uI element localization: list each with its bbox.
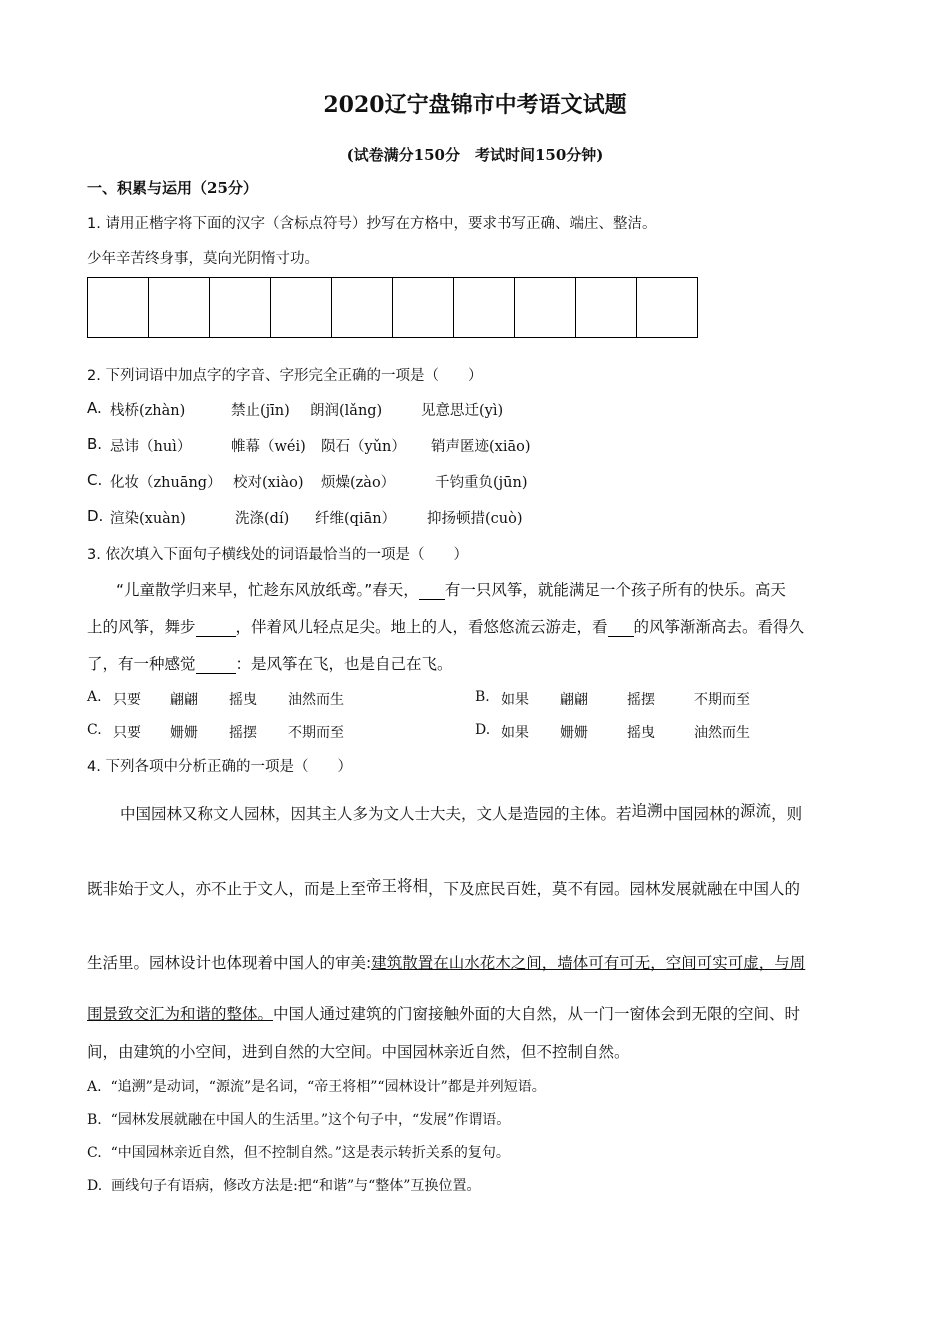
grid-cell[interactable] (149, 277, 210, 338)
choice-label: B. (475, 689, 490, 705)
passage-line (87, 951, 805, 973)
question-text: 下列各项中分析正确的一项是（ ） (105, 759, 352, 775)
option-item: 洗涤(dí) (235, 511, 290, 527)
option-item: 化妆（zhuāng） (110, 475, 222, 491)
choice-a[interactable] (87, 689, 487, 708)
grid-cell[interactable] (271, 277, 332, 338)
passage-text: 既非始于文人，亦不止于文人，而是上至 (87, 880, 367, 898)
option-label: D. (87, 1178, 103, 1194)
option-item: 栈桥(zhàn) (110, 403, 186, 419)
choice-item: 姗姗 (560, 725, 588, 741)
option-item: 帷幕（wéi) (231, 439, 306, 455)
option-item: 陨石（yǔn） (321, 439, 406, 455)
option-item: 纤维(qiān） (315, 511, 397, 527)
passage-line: 间，由建筑的小空间，进到自然的大空间。中国园林亲近自然，但不控制自然。 (87, 1043, 630, 1061)
question-number: 3. (87, 547, 101, 563)
q4-option-b[interactable] (87, 1109, 510, 1129)
option-label: B. (87, 435, 103, 453)
passage-text: 的风筝渐渐高去。看得久 (633, 618, 805, 636)
passage-line (116, 578, 786, 600)
choice-item: 只要 (113, 692, 141, 708)
passage-text: 有一只风筝，就能满足一个孩子所有的快乐。高天 (444, 581, 786, 599)
option-label: B. (87, 1112, 102, 1128)
choice-d[interactable] (475, 722, 875, 741)
passage-line (87, 652, 453, 674)
fill-blank[interactable] (608, 618, 634, 637)
passage-line (87, 615, 804, 637)
option-a[interactable] (87, 399, 504, 419)
option-item: 销声匿迹(xiāo) (431, 439, 531, 455)
section-heading: 一、积累与运用（25分） (87, 179, 258, 197)
option-item: 千钧重负(jūn) (435, 475, 528, 491)
choice-item: 不期而至 (288, 725, 344, 741)
question-text: 依次填入下面句子横线处的词语最恰当的一项是（ ） (105, 547, 468, 563)
option-text: “中国园林亲近自然，但不控制自然。”这是表示转折关系的复句。 (110, 1145, 510, 1161)
option-label: A. (87, 399, 102, 417)
passage-line (120, 802, 802, 824)
grid-cell[interactable] (393, 277, 454, 338)
option-item: 校对(xiào) (233, 475, 304, 491)
question-number: 1. (87, 216, 101, 232)
grid-cell[interactable] (454, 277, 515, 338)
fill-blank[interactable] (419, 581, 445, 600)
page-title: 2020辽宁盘锦市中考语文试题 (323, 92, 627, 118)
question-number: 2. (87, 368, 101, 384)
option-label: A. (87, 1079, 102, 1095)
passage-word: 源流 (740, 802, 772, 820)
underlined-sentence: 建筑散置在山水花木之间，墙体可有可无，空间可实可虚，与周 (371, 954, 806, 972)
grid-cell[interactable] (332, 277, 393, 338)
choice-item: 摇曳 (229, 692, 257, 708)
choice-b[interactable] (475, 689, 875, 708)
choice-label: A. (87, 689, 102, 705)
grid-cell[interactable] (515, 277, 576, 338)
option-item: 朗润(lǎng) (310, 403, 383, 419)
option-item: 烦燥(zào） (321, 475, 396, 491)
question-number: 4. (87, 759, 101, 775)
underlined-sentence: 围景致交汇为和谐的整体。 (87, 1005, 274, 1023)
question-text: 请用正楷字将下面的汉字（含标点符号）抄写在方格中，要求书写正确、端庄、整洁。 (105, 216, 657, 232)
option-item: 禁止(jīn) (231, 403, 290, 419)
option-b[interactable] (87, 435, 531, 455)
passage-text: 中国园林的 (662, 805, 741, 823)
q4-option-c[interactable] (87, 1142, 510, 1162)
passage-text: 上的风筝，舞步 (87, 618, 196, 636)
option-item: 抑扬顿措(cuò) (427, 511, 523, 527)
grid-cell[interactable] (637, 277, 698, 338)
grid-cell[interactable] (576, 277, 637, 338)
choice-item: 如果 (501, 725, 529, 741)
option-text: “追溯”是动词，“源流”是名词，“帝王将相”“园林设计”都是并列短语。 (110, 1079, 546, 1095)
question-4 (87, 755, 352, 776)
option-label: C. (87, 471, 103, 489)
option-text: 画线句子有语病，修改方法是:把“和谐”与“整体”互换位置。 (111, 1178, 481, 1194)
choice-item: 摇摆 (627, 692, 655, 708)
grid-cell[interactable] (210, 277, 271, 338)
option-item: 忌讳（huì） (110, 439, 192, 455)
option-item: 见意思迁(yì) (421, 403, 504, 419)
writing-grid[interactable] (87, 277, 698, 338)
passage-line (87, 877, 800, 899)
q4-option-d[interactable] (87, 1175, 480, 1195)
passage-text: 中国园林又称文人园林，因其主人多为文人士大夫，文人是造园的主体。若 (120, 805, 632, 823)
choice-item: 如果 (501, 692, 529, 708)
question-2 (87, 364, 482, 385)
option-label: D. (87, 507, 104, 525)
option-label: C. (87, 1145, 102, 1161)
fill-blank[interactable] (196, 655, 236, 674)
grid-cell[interactable] (88, 277, 149, 338)
q4-option-a[interactable] (87, 1076, 546, 1096)
choice-c[interactable] (87, 722, 487, 741)
passage-text: “儿童散学归来早，忙趁东风放纸鸢。”春天， (116, 581, 419, 599)
passage-word: 追溯 (631, 802, 663, 820)
choice-item: 摇摆 (229, 725, 257, 741)
choice-item: 油然而生 (694, 725, 750, 741)
choice-item: 摇曳 (627, 725, 655, 741)
choice-item: 油然而生 (288, 692, 344, 708)
passage-text: ：是风筝在飞，也是自己在飞。 (235, 655, 453, 673)
choice-label: C. (87, 722, 102, 738)
fill-blank[interactable] (196, 618, 236, 637)
option-text: “园林发展就融在中国人的生活里。”这个句子中，“发展”作谓语。 (110, 1112, 511, 1128)
passage-text: 了，有一种感觉 (87, 655, 196, 673)
question-text: 下列词语中加点字的字音、字形完全正确的一项是（ ） (105, 368, 483, 384)
passage-text: ，伴着风儿轻点足尖。地上的人，看悠悠流云游走，看 (235, 618, 608, 636)
choice-item: 翩翩 (560, 692, 588, 708)
choice-item: 姗姗 (170, 725, 198, 741)
passage-word: 帝王将相 (366, 877, 429, 895)
exam-info: (试卷满分150分 考试时间150分钟) (346, 146, 604, 164)
copy-sentence: 少年辛苦终身事，莫向光阴惰寸功。 (87, 251, 319, 267)
question-1 (87, 212, 656, 233)
choice-item: 翩翩 (170, 692, 198, 708)
passage-text: ，则 (771, 805, 803, 823)
option-item: 渲染(xuàn) (110, 511, 186, 527)
choice-item: 只要 (113, 725, 141, 741)
option-d[interactable] (87, 507, 523, 527)
choice-label: D. (475, 722, 491, 738)
passage-line (87, 1002, 800, 1024)
choice-item: 不期而至 (694, 692, 750, 708)
question-3 (87, 543, 468, 564)
passage-text: 生活里。园林设计也体现着中国人的审美: (87, 954, 372, 972)
passage-text: 中国人通过建筑的门窗接触外面的大自然，从一门一窗体会到无限的空间、时 (273, 1005, 801, 1023)
passage-text: ，下及庶民百姓，莫不有园。园林发展就融在中国人的 (428, 880, 801, 898)
option-c[interactable] (87, 471, 528, 491)
